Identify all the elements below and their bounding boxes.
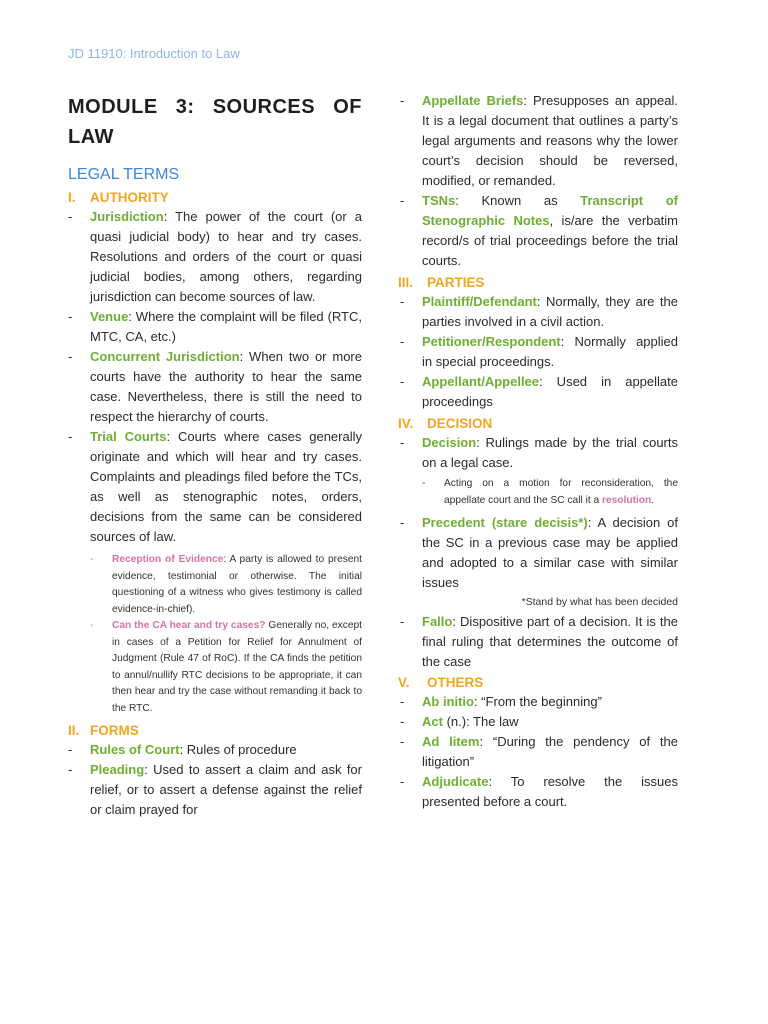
- term-petitioner-respondent: - Petitioner/Respondent: Normally applied in special proceedings.: [400, 334, 678, 369]
- term-decision: - Decision: Rulings made by the trial courts on a legal case.: [400, 435, 678, 470]
- stare-decisis-note: *Stand by what has been decided: [521, 596, 678, 608]
- heading-parties: III. PARTIES: [398, 275, 485, 290]
- heading-authority: I. AUTHORITY: [68, 190, 169, 205]
- term-appellant-appellee: - Appellant/Appellee: Used in appellate proceedings: [400, 374, 678, 409]
- term-plaintiff-defendant: - Plaintiff/Defendant: Normally, they are the parties involved in a civil action.: [400, 294, 678, 329]
- term-ab-initio: - Ab initio: “From the beginning”: [400, 694, 602, 709]
- left-column: [68, 92, 362, 820]
- sub-ca-hear-try: - Can the CA hear and try cases? Generally no, except in cases of a Petition for Relief for Annulment of Judgment (Rule 47 of RoC). If the CA finds the petition to annul/nullify RTC decisions to be appropriate, it can then hear and try the case without remanding it back to the RTC.: [90, 620, 362, 714]
- term-precedent: - Precedent (stare decisis*): A decision of the SC in a previous case may be applied and adopted to a similar case with similar issues: [400, 515, 678, 590]
- term-act: - Act (n.): The law: [400, 714, 519, 729]
- term-appellate-briefs: - Appellate Briefs: Presupposes an appeal. It is a legal document that outlines a party’s legal arguments and reasons why the lower court’s decision should be reversed, modified, or remanded.: [400, 93, 678, 188]
- heading-forms: II. FORMS: [68, 723, 139, 738]
- course-header: JD 11910: Introduction to Law: [68, 46, 240, 61]
- term-rules-of-court: - Rules of Court: Rules of procedure: [68, 742, 297, 757]
- module-title: MODULE 3: SOURCES OF LAW: [68, 96, 362, 148]
- term-pleading: - Pleading: Used to assert a claim and ask for relief, or to assert a defense against the relief or claim prayed for: [68, 762, 362, 817]
- heading-decision: IV. DECISION: [398, 416, 493, 431]
- term-trial-courts: - Trial Courts: Courts where cases generally originate and which will hear and try cases. Complaints and pleadings filed before the TCs, as well as stenographic notes, orders, decisions from the same can be considered sources of law.: [68, 429, 362, 544]
- term-jurisdiction: - Jurisdiction: The power of the court (or a quasi judicial body) to hear and try cases. Resolutions and orders of the court or quasi judicial bodies, among others, regarding jurisdiction can become sources of law.: [68, 209, 362, 304]
- term-adjudicate: - Adjudicate: To resolve the issues presented before a court.: [400, 774, 678, 809]
- right-column: [400, 91, 678, 812]
- sub-resolution: - Acting on a motion for reconsideration, the appellate court and the SC call it a resolution.: [422, 478, 678, 506]
- term-tsns: - TSNs: Known as Transcript of Stenographic Notes, is/are the verbatim record/s of trial proceedings before the trial courts.: [400, 193, 679, 268]
- term-concurrent-jurisdiction: - Concurrent Jurisdiction: When two or more courts have the authority to hear the same case. Nevertheless, there is still the need to respect the hierarchy of courts.: [68, 349, 362, 424]
- sub-reception-of-evidence: - Reception of Evidence: A party is allowed to present evidence, testimonial or otherwise. The initial questioning of a witness who gives testimony is called evidence-in-chief).: [90, 554, 362, 615]
- term-venue: - Venue: Where the complaint will be filed (RTC, MTC, CA, etc.): [68, 309, 362, 344]
- section-heading: LEGAL TERMS: [68, 166, 180, 183]
- term-fallo: - Fallo: Dispositive part of a decision. It is the final ruling that determines the outcome of the case: [400, 614, 678, 669]
- term-ad-litem: - Ad litem: “During the pendency of the litigation”: [400, 734, 678, 769]
- heading-others: V. OTHERS: [398, 675, 484, 690]
